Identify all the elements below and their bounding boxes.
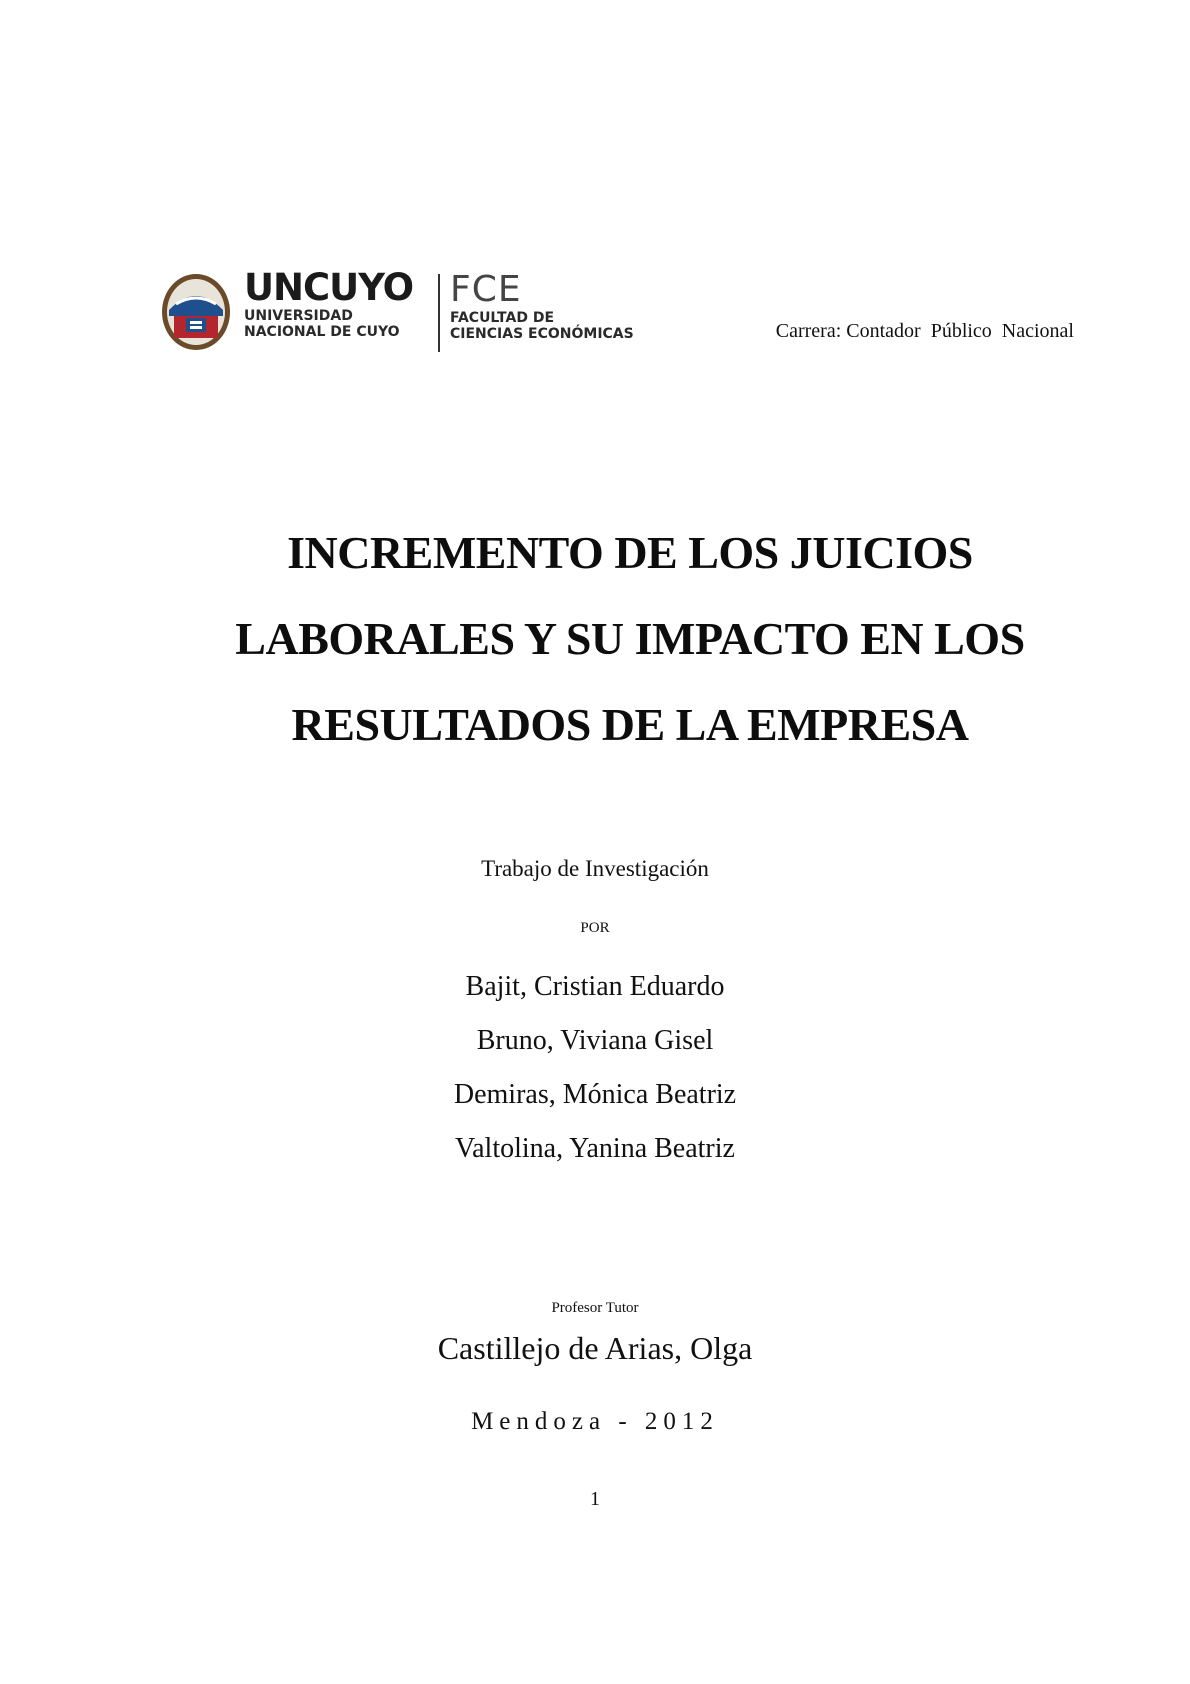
uncuyo-logo-name: UNCUYO xyxy=(244,266,414,309)
authors-list xyxy=(0,960,1190,1176)
logo-divider xyxy=(438,274,440,352)
document-title xyxy=(120,510,1140,768)
header xyxy=(160,268,1080,358)
author-name: Bruno, Viviana Gisel xyxy=(476,1025,714,1056)
fce-logo-sub-2: CIENCIAS ECONÓMICAS xyxy=(450,326,634,342)
page-number: 1 xyxy=(590,1488,600,1510)
tutor-name: Castillejo de Arias, Olga xyxy=(437,1330,753,1366)
title-line-2: LABORALES Y SU IMPACTO EN LOS xyxy=(235,613,1025,664)
uncuyo-logo-sub-1: UNIVERSIDAD xyxy=(244,308,353,324)
career-label: Carrera: Contador Público Nacional xyxy=(775,320,1074,342)
fce-logo-sub-1: FACULTAD DE xyxy=(450,310,555,326)
uncuyo-logo-sub-2: NACIONAL DE CUYO xyxy=(244,324,400,340)
place-date: Mendoza - 2012 xyxy=(471,1408,719,1435)
university-seal-icon xyxy=(160,272,232,352)
tutor-label: Profesor Tutor xyxy=(551,1300,639,1316)
fce-logo xyxy=(450,270,634,342)
author-name: Valtolina, Yanina Beatriz xyxy=(455,1133,735,1164)
author-name: Bajit, Cristian Eduardo xyxy=(465,971,725,1002)
title-line-1: INCREMENTO DE LOS JUICIOS xyxy=(287,527,973,578)
document-subtitle: Trabajo de Investigación xyxy=(481,856,709,881)
fce-logo-name: FCE xyxy=(450,269,522,310)
uncuyo-logo xyxy=(244,268,424,340)
author-name: Demiras, Mónica Beatriz xyxy=(453,1079,737,1110)
title-line-3: RESULTADOS DE LA EMPRESA xyxy=(291,699,969,750)
by-label: POR xyxy=(580,920,610,936)
